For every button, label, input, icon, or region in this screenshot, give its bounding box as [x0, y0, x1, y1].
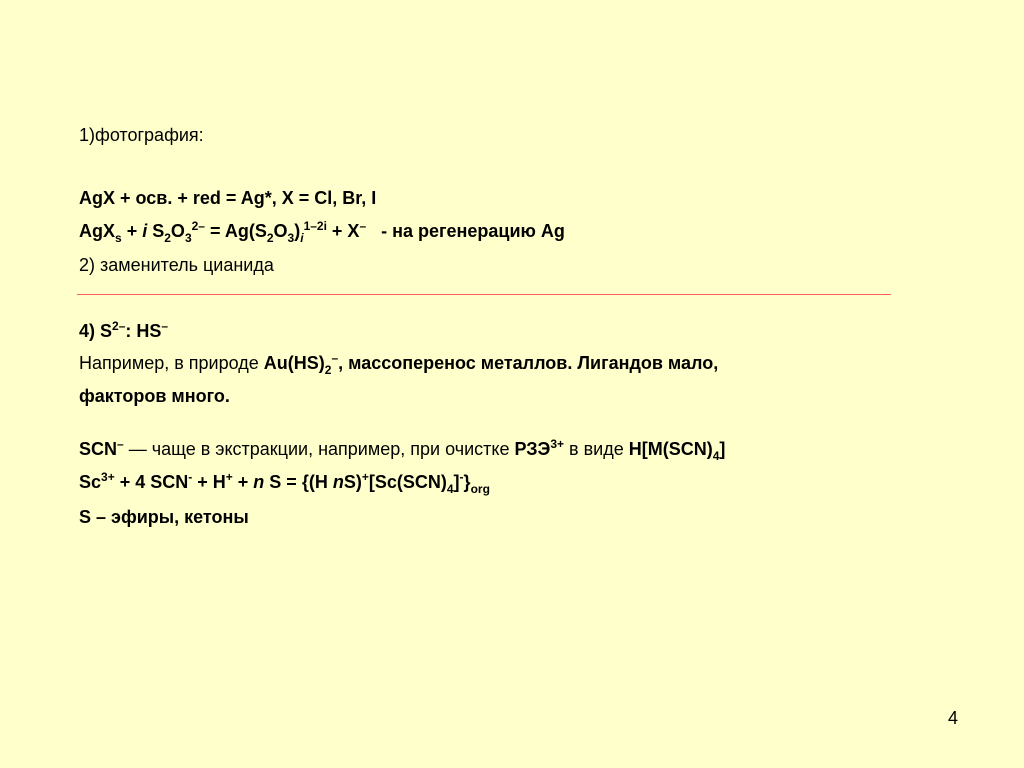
equation-thiosulfate: AgX$_s$ + i $S_2O_3^{2-} = Ag(S_2O_3)_i^{1-2i} + X^-$ - на регенерацию Ag: [79, 219, 565, 245]
equation-photo-development: AgX + осв. + red = Ag*, X = Cl, Br, I: [79, 188, 377, 208]
scandium-equation: $Sc^{3+} + 4$ SCN- + H+ + n S = {(H $nS)^+[Sc(SCN)_4]^-\}_{org}$: [79, 470, 490, 496]
section-4-heading: 4) $S^{2-}$: HS–: [79, 319, 169, 341]
scn-line: SCN– — чаще в экстракции, например, при очистке $РЗЭ^{3+}$ в виде $H[M(SCN)_4]$: [79, 437, 726, 463]
example-line: Например, в природе $Au(HS)_2^-$, массоперенос металлов. Лигандов мало,: [79, 351, 719, 377]
cyanide-substitute-line: 2) заменитель цианида: [79, 255, 274, 275]
example-line-continued: факторов много.: [79, 386, 230, 406]
photo-heading: 1)фотография:: [79, 125, 204, 145]
section-divider: [77, 294, 891, 295]
ethers-ketones-line: S – эфиры, кетоны: [79, 507, 249, 527]
page-number: 4: [948, 708, 959, 728]
